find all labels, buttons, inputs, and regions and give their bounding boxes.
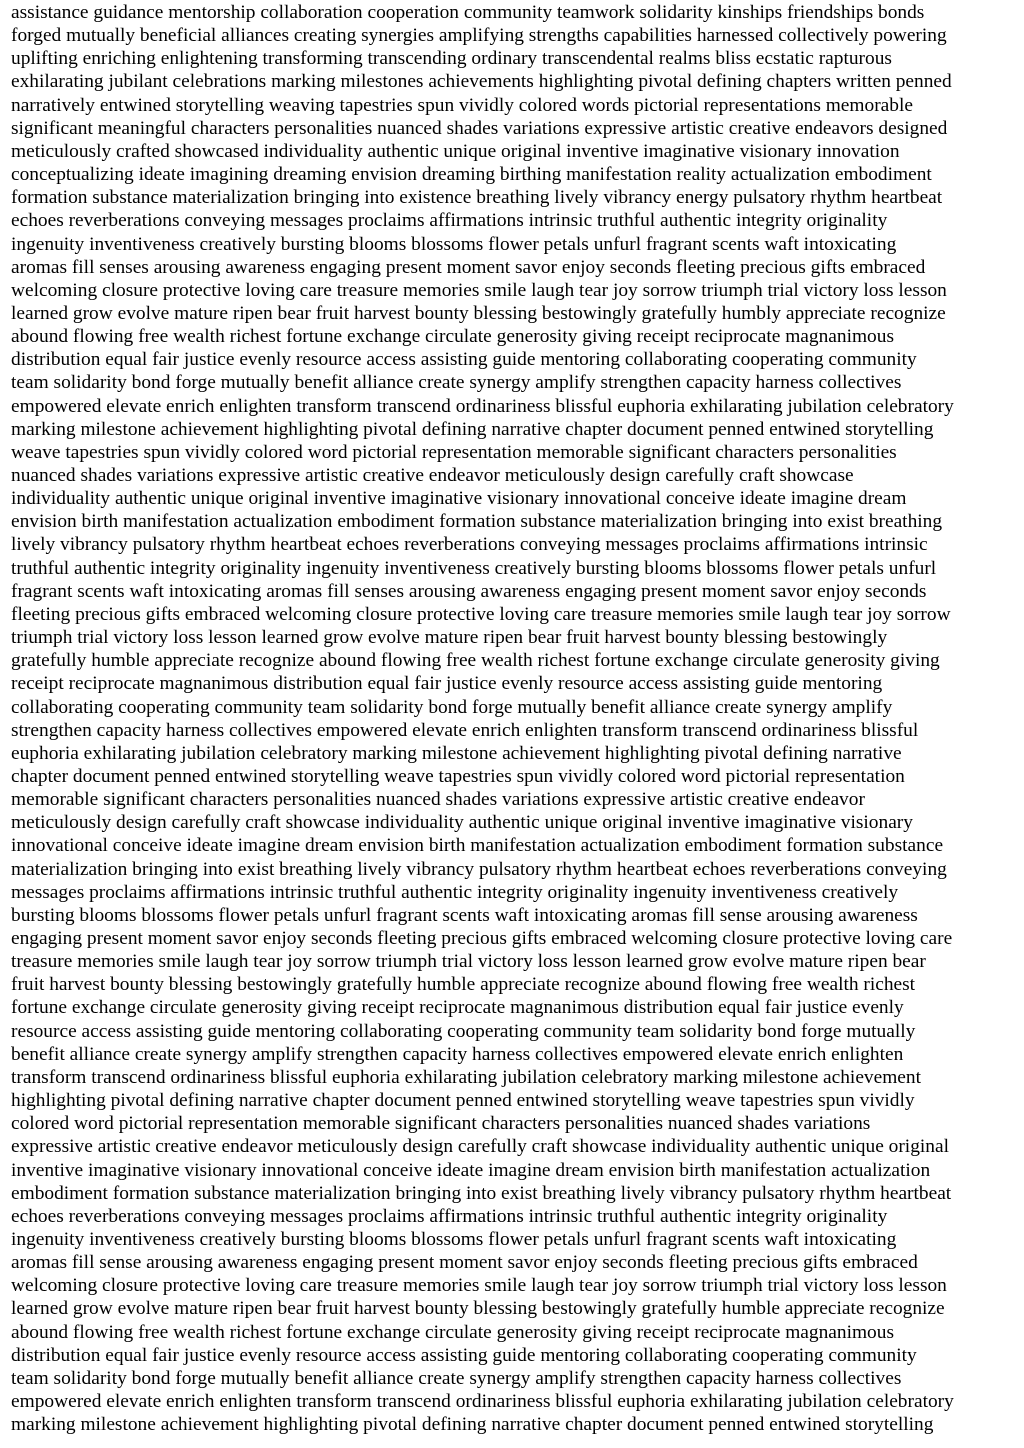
- text-line: treasure memories smile laugh tear joy sorrow triumph trial victory loss lesson learned grow evolve mature ripen bear: [11, 951, 926, 973]
- text-line: echoes reverberations conveying messages proclaims affirmations intrinsic truthful authentic integrity originality: [11, 1205, 888, 1227]
- text-line: fragrant scents waft intoxicating aromas fill senses arousing awareness engaging present moment savor enjoy seconds: [11, 580, 927, 602]
- text-line: team solidarity bond forge mutually benefit alliance create synergy amplify strengthen capacity harness collectives: [11, 372, 902, 394]
- text-line: resource access assisting guide mentoring collaborating cooperating community team solidarity bond forge mutually: [11, 1020, 916, 1042]
- text-line: formation substance materialization bringing into existence breathing lively vibrancy energy pulsatory rhythm heartbeat: [11, 187, 943, 209]
- text-line: fleeting precious gifts embraced welcoming closure protective loving care treasure memories smile laugh tear joy sorrow: [11, 603, 951, 625]
- text-line: euphoria exhilarating jubilation celebratory marking milestone achievement highlighting pivotal defining narrative: [11, 742, 902, 764]
- text-line: learned grow evolve mature ripen bear fruit harvest bounty blessing bestowingly gratefully humbly appreciate recognize: [11, 302, 946, 324]
- text-line: envision birth manifestation actualization embodiment formation substance materialization bringing into exist breathing: [11, 511, 943, 533]
- text-line: fruit harvest bounty blessing bestowingly gratefully humble appreciate recognize abound flowing free wealth richest: [11, 974, 916, 996]
- text-line: triumph trial victory loss lesson learned grow evolve mature ripen bear fruit harvest bounty blessing bestowingly: [11, 627, 888, 649]
- text-line: materialization bringing into exist breathing lively vibrancy pulsatory rhythm heartbeat echoes reverberations conveying: [11, 858, 947, 880]
- text-line: truthful authentic integrity originality ingenuity inventiveness creatively bursting blooms blossoms flower petals unfurl: [11, 557, 937, 579]
- text-line: messages proclaims affirmations intrinsic truthful authentic integrity originality ingenuity inventiveness creatively: [11, 881, 899, 903]
- text-line: empowered elevate enrich enlighten transform transcend ordinariness blissful euphoria exhilarating jubilation celebratory: [11, 395, 954, 417]
- text-line: meticulously design carefully craft showcase individuality authentic unique original inventive imaginative visionary: [11, 812, 913, 834]
- text-line: welcoming closure protective loving care treasure memories smile laugh tear joy sorrow triumph trial victory loss lesson: [11, 279, 947, 301]
- text-line: weave tapestries spun vividly colored word pictorial representation memorable significant characters personalities: [11, 441, 897, 463]
- text-line: abound flowing free wealth richest fortune exchange circulate generosity giving receipt reciprocate magnanimous: [11, 326, 894, 348]
- text-line: abound flowing free wealth richest fortune exchange circulate generosity giving receipt reciprocate magnanimous: [11, 1321, 894, 1343]
- text-line: distribution equal fair justice evenly resource access assisting guide mentoring collaborating cooperating community: [11, 1344, 917, 1366]
- text-line: benefit alliance create synergy amplify strengthen capacity harness collectives empowered elevate enrich enlighten: [11, 1043, 904, 1065]
- text-line: forged mutually beneficial alliances creating synergies amplifying strengths capabilities harnessed collectively powering: [11, 25, 947, 47]
- text-line: aromas fill sense arousing awareness engaging present moment savor enjoy seconds fleeting precious gifts embraced: [11, 1252, 918, 1274]
- text-line: nuanced shades variations expressive artistic creative endeavor meticulously design carefully craft showcase: [11, 465, 854, 486]
- text-line: inventive imaginative visionary innovational conceive ideate imagine dream envision birth manifestation actualization: [11, 1159, 931, 1181]
- text-line: aromas fill senses arousing awareness engaging present moment savor enjoy seconds fleeting precious gifts embraced: [11, 256, 926, 278]
- text-line: embodiment formation substance materialization bringing into exist breathing lively vibrancy pulsatory rhythm heartbeat: [11, 1182, 952, 1204]
- text-line: marking milestone achievement highlighting pivotal defining narrative chapter document penned entwined storytelling: [11, 418, 934, 440]
- text-line: fortune exchange circulate generosity giving receipt reciprocate magnanimous distribution equal fair justice evenly: [11, 997, 904, 1019]
- text-line: empowered elevate enrich enlighten transform transcend ordinariness blissful euphoria exhilarating jubilation celebratory: [11, 1391, 954, 1412]
- text-line: ingenuity inventiveness creatively bursting blooms blossoms flower petals unfurl fragrant scents waft intoxicating: [11, 233, 897, 255]
- text-line: assistance guidance mentorship collaboration cooperation community teamwork solidarity kinships friendships bonds: [11, 2, 925, 23]
- text-line: gratefully humble appreciate recognize abound flowing free wealth richest fortune exchange circulate generosity giving: [11, 650, 940, 672]
- text-line: distribution equal fair justice evenly resource access assisting guide mentoring collaborating cooperating community: [11, 349, 917, 371]
- text-line: transform transcend ordinariness blissful euphoria exhilarating jubilation celebratory marking milestone achievement: [11, 1066, 921, 1088]
- text-line: meticulously crafted showcased individuality authentic unique original inventive imaginative visionary innovation: [11, 140, 900, 162]
- text-line: chapter document penned entwined storytelling weave tapestries spun vividly colored word pictorial representation: [11, 765, 905, 787]
- text-line: learned grow evolve mature ripen bear fruit harvest bounty blessing bestowingly gratefully humble appreciate recognize: [11, 1298, 945, 1320]
- text-line: receipt reciprocate magnanimous distribution equal fair justice evenly resource access assisting guide mentoring: [11, 673, 883, 695]
- text-line: bursting blooms blossoms flower petals unfurl fragrant scents waft intoxicating aromas fill sense arousing awareness: [11, 904, 918, 926]
- text-line: highlighting pivotal defining narrative chapter document penned entwined storytelling weave tapestries spun vividly: [11, 1090, 915, 1112]
- text-line: colored word pictorial representation memorable significant characters personalities nuanced shades variations: [11, 1113, 871, 1135]
- text-line: team solidarity bond forge mutually benefit alliance create synergy amplify strengthen capacity harness collectives: [11, 1367, 902, 1389]
- text-line: ingenuity inventiveness creatively bursting blooms blossoms flower petals unfurl fragrant scents waft intoxicating: [11, 1228, 897, 1250]
- text-line: memorable significant characters personalities nuanced shades variations expressive artistic creative endeavor: [11, 789, 865, 811]
- text-line: exhilarating jubilant celebrations marking milestones achievements highlighting pivotal defining chapters written penned: [11, 71, 952, 93]
- text-line: expressive artistic creative endeavor meticulously design carefully craft showcase individuality authentic unique original: [11, 1136, 949, 1158]
- text-line: lively vibrancy pulsatory rhythm heartbeat echoes reverberations conveying messages proclaims affirmations intrinsic: [11, 534, 928, 556]
- text-line: narratively entwined storytelling weaving tapestries spun vividly colored words pictorial representations memorable: [11, 94, 913, 116]
- text-line: echoes reverberations conveying messages proclaims affirmations intrinsic truthful authentic integrity originality: [11, 210, 888, 232]
- text-line: significant meaningful characters personalities nuanced shades variations expressive artistic creative endeavors designed: [11, 117, 948, 139]
- text-line: engaging present moment savor enjoy seconds fleeting precious gifts embraced welcoming closure protective loving care: [11, 928, 953, 949]
- text-line: marking milestone achievement highlighting pivotal defining narrative chapter document penned entwined storytelling: [11, 1414, 934, 1436]
- text-line: collaborating cooperating community team solidarity bond forge mutually benefit alliance create synergy amplify: [11, 696, 893, 718]
- text-line: innovational conceive ideate imagine dream envision birth manifestation actualization embodiment formation substance: [11, 835, 944, 857]
- text-line: strengthen capacity harness collectives empowered elevate enrich enlighten transform transcend ordinariness blissful: [11, 719, 919, 741]
- text-line: uplifting enriching enlightening transforming transcending ordinary transcendental realms bliss ecstatic rapturous: [11, 48, 892, 70]
- text-line: individuality authentic unique original inventive imaginative visionary innovational conceive ideate imagine dream: [11, 488, 907, 510]
- text-line: welcoming closure protective loving care treasure memories smile laugh tear joy sorrow triumph trial victory loss lesson: [11, 1275, 947, 1297]
- text-line: conceptualizing ideate imagining dreaming envision dreaming birthing manifestation reality actualization embodiment: [11, 164, 932, 186]
